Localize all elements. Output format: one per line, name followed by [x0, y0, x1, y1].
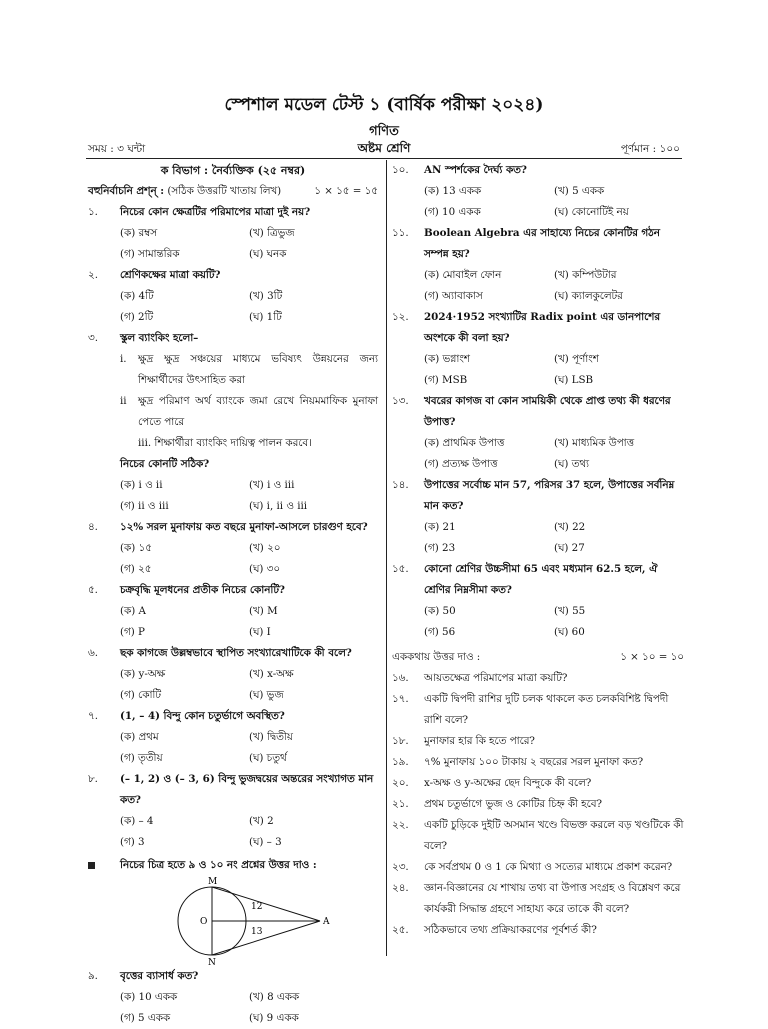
question-item — [392, 752, 684, 773]
question-number: ৫. — [88, 584, 98, 596]
diagram-svg — [120, 876, 380, 966]
answer-option: (গ) ২৫ — [120, 563, 152, 575]
question-text: একটি চুড়িকে দুইটি অসমান খণ্ডে বিভক্ত করলে বড় খণ্ডটিকে কী বলে? — [424, 819, 684, 852]
option-grid — [392, 349, 684, 391]
question-number: ২২. — [392, 819, 409, 831]
answer-option: (ক) – 4 — [120, 815, 154, 827]
question-block — [392, 689, 684, 731]
exam-title: স্পেশাল মডেল টেস্ট ১ (বার্ষিক পরীক্ষা ২০২৪) — [224, 95, 544, 115]
question-item — [88, 580, 378, 601]
statement-text: ক্ষুদ্র পরিমাণ অর্থ ব্যাংকে জমা রেখে নিয়মমাফিক মুনাফা পেতে পারে — [138, 395, 378, 428]
statement-list — [88, 349, 378, 454]
option-grid — [392, 601, 684, 643]
option-grid — [88, 475, 378, 517]
answer-option: (ক) ভগ্নাংশ — [424, 353, 470, 365]
answer-option: (ক) A — [120, 605, 146, 617]
question-block — [392, 160, 684, 223]
question-text: জ্ঞান-বিজ্ঞানের যে শাখায় তথ্য বা উপাত্ত সংগ্রহ ও বিশ্লেষণ করে কার্যকরী সিদ্ধান্ত গ্রহণে সাহায্য করে তাকে কী বলে? — [424, 882, 681, 915]
answer-option: (ঘ) তথ্য — [554, 458, 590, 470]
question-text: ১২% সরল মুনাফায় কত বছরে মুনাফা-আসলে চারগুণ হবে? — [120, 521, 368, 533]
mcq-note: (সঠিক উত্তরটি খাতায় লিখ) — [164, 185, 282, 197]
question-number: ২০. — [392, 777, 409, 789]
square-bullet-icon — [88, 862, 95, 869]
question-block — [392, 857, 684, 878]
statement-item — [120, 391, 378, 433]
answer-option: (গ) কোটি — [120, 689, 161, 701]
question-text: মুনাফার হার কি হতে পারে? — [424, 735, 535, 747]
option-grid — [88, 223, 378, 265]
question-number: ১৩. — [392, 395, 409, 407]
answer-option: (খ) 8 একক — [249, 991, 300, 1003]
option-grid — [88, 286, 378, 328]
question-text: উপাত্তের সর্বোচ্চ মান 57, পরিসর 37 হলে, উপাত্তের সর্বনিম্ন মান কত? — [424, 479, 675, 512]
answer-option: (ঘ) I — [249, 626, 271, 638]
answer-option: (গ) সামান্তরিক — [120, 248, 180, 260]
answer-option: (ক) 21 — [424, 521, 456, 533]
question-item — [88, 328, 378, 349]
answer-option: (ঘ) 60 — [554, 626, 585, 638]
answer-option: (খ) 22 — [554, 521, 586, 533]
answer-option: (ক) ১৫ — [120, 542, 152, 554]
question-item — [392, 559, 684, 601]
question-block — [88, 328, 378, 517]
tangent-am — [212, 887, 320, 921]
answer-option: (ক) 4টি — [120, 290, 154, 302]
question-block — [88, 966, 378, 1029]
question-item — [392, 878, 684, 920]
question-number: ৬. — [88, 647, 98, 659]
answer-option: (খ) ২০ — [249, 542, 281, 554]
question-block — [392, 731, 684, 752]
answer-option: (গ) ii ও iii — [120, 500, 169, 512]
question-number: ২৪. — [392, 882, 409, 894]
answer-option: (গ) 3 — [120, 836, 145, 848]
question-item — [392, 160, 684, 181]
question-number: ৩. — [88, 332, 98, 344]
question-item — [392, 815, 684, 857]
question-item — [392, 475, 684, 517]
question-item — [88, 706, 378, 727]
question-item — [392, 689, 684, 731]
question-text: 2024·1952 সংখ্যাটির Radix point এর ডানপাশের অংশকে কী বলা হয়? — [424, 311, 661, 344]
question-block — [392, 475, 684, 559]
answer-option: (খ) x-অক্ষ — [249, 668, 294, 680]
label-n: N — [208, 958, 216, 966]
question-number: ২৫. — [392, 924, 409, 936]
question-number: ১৬. — [392, 672, 409, 684]
question-item — [392, 920, 684, 941]
answer-option: (খ) দ্বিতীয় — [249, 731, 293, 743]
tangent-an — [212, 921, 320, 955]
answer-option: (ক) 10 একক — [120, 991, 178, 1003]
answer-option: (ক) 13 একক — [424, 185, 482, 197]
answer-option: (ঘ) 27 — [554, 542, 585, 554]
answer-option: (গ) 2টি — [120, 311, 154, 323]
answer-option: (খ) মাধ্যমিক উপাত্ত — [554, 437, 635, 449]
question-text: একটি দ্বিপদী রাশির দুটি চলক থাকলে কত চলকবিশিষ্ট দ্বিপদী রাশি বলে? — [424, 693, 669, 726]
answer-option: (খ) পূর্ণাংশ — [554, 353, 599, 365]
question-prompt — [88, 454, 378, 475]
answer-option: (খ) 55 — [554, 605, 586, 617]
answer-option: (খ) কম্পিউটার — [554, 269, 617, 281]
answer-option: (ঘ) ঘনক — [249, 248, 287, 260]
answer-option: (গ) P — [120, 626, 145, 638]
question-text: নিচের কোন ক্ষেত্রটির পরিমাপের মাত্রা দুই নয়? — [120, 206, 311, 218]
answer-option: (ঘ) ভুজ — [249, 689, 284, 701]
answer-option: (গ) 56 — [424, 626, 456, 638]
answer-option: (গ) 10 একক — [424, 206, 481, 218]
option-grid — [88, 987, 378, 1029]
statement-text: iii. শিক্ষার্থীরা ব্যাংকিং দায়িত্ব পালন করবে। — [138, 437, 312, 449]
question-block — [392, 223, 684, 307]
question-block — [88, 265, 378, 328]
answer-option: (ঘ) ক্যালকুলেটর — [554, 290, 623, 302]
mcq-title: বহুনির্বাচনি প্রশ্ন্ : — [88, 185, 165, 197]
question-text: চক্রবৃদ্ধি মূলধনের প্রতীক নিচের কোনটি? — [120, 584, 285, 596]
question-item — [88, 643, 378, 664]
answer-option: (গ) 23 — [424, 542, 456, 554]
question-text: AN স্পর্শকের দৈর্ঘ্য কত? — [424, 164, 527, 176]
answer-option: (ঘ) LSB — [554, 374, 594, 386]
header-rule — [86, 158, 682, 159]
option-grid — [392, 265, 684, 307]
mcq-marks: ১ × ১৫ = ১৫ — [314, 185, 378, 197]
question-block — [88, 202, 378, 265]
question-number: ৮. — [88, 773, 98, 785]
left-column — [88, 160, 378, 1029]
question-text: শ্রেণিকক্ষের মাত্রা কয়টি? — [120, 269, 221, 281]
answer-option: (ঘ) ৩০ — [249, 563, 281, 575]
answer-option: (গ) তৃতীয় — [120, 752, 163, 764]
answer-option: (ঘ) কোনোটিই নয় — [554, 206, 629, 218]
answer-option: (ঘ) 9 একক — [249, 1012, 299, 1024]
subject-label: গণিত — [369, 124, 399, 139]
question-text: বৃত্তের ব্যাসার্ধ কত? — [120, 970, 199, 982]
question-number: ১৯. — [392, 756, 409, 768]
prompt-text: নিচের কোনটি সঠিক? — [120, 458, 210, 470]
question-item — [392, 668, 684, 689]
question-block — [392, 773, 684, 794]
statement-item — [120, 349, 378, 391]
right-question-list — [392, 160, 684, 643]
label-13: 13 — [251, 927, 263, 937]
option-grid — [392, 181, 684, 223]
question-block — [392, 794, 684, 815]
left-question-list — [88, 202, 378, 853]
section-heading: ক বিভাগ : নৈর্ব্যক্তিক (২৫ নম্বর) — [160, 164, 306, 177]
question-block — [392, 559, 684, 643]
column-divider — [386, 160, 387, 956]
mcq-instruction — [88, 181, 378, 202]
answer-option: (ঘ) i, ii ও iii — [249, 500, 308, 512]
question-item — [392, 857, 684, 878]
label-a: A — [323, 917, 330, 927]
answer-option: (ঘ) 1টি — [249, 311, 282, 323]
question-number: ১৭. — [392, 693, 409, 705]
question-block — [88, 769, 378, 853]
answer-option: (খ) 3টি — [249, 290, 283, 302]
question-text: সঠিকভাবে তথ্য প্রক্রিয়াকরণের পূর্বশর্ত কী? — [424, 924, 597, 936]
question-item — [88, 517, 378, 538]
question-text: x-অক্ষ ও y-অক্ষের ছেদ বিন্দুকে কী বলে? — [424, 777, 592, 789]
question-block — [88, 580, 378, 643]
time-label: সময় : ৩ ঘন্টা — [88, 143, 146, 155]
question-block — [392, 752, 684, 773]
answer-option: (খ) i ও iii — [249, 479, 295, 491]
label-12: 12 — [251, 902, 263, 912]
option-grid — [88, 811, 378, 853]
answer-option: (ক) i ও ii — [120, 479, 163, 491]
question-number: ২১. — [392, 798, 409, 810]
question-text: ৭% মুনাফায় ১০০ টাকায় ২ বছরের সরল মুনাফা কত? — [424, 756, 644, 768]
answer-option: (খ) ত্রিভুজ — [249, 227, 295, 239]
question-item — [392, 794, 684, 815]
question-text: Boolean Algebra এর সাহায্যে নিচের কোনটির গঠন সম্পন্ন হয়? — [424, 227, 660, 260]
option-grid — [392, 517, 684, 559]
option-grid — [88, 727, 378, 769]
question-item — [88, 966, 378, 987]
answer-option: (খ) 2 — [249, 815, 274, 827]
question-block — [88, 517, 378, 580]
short-marks: ১ × ১০ = ১০ — [620, 651, 684, 663]
question-item — [392, 391, 684, 433]
question-item — [392, 307, 684, 349]
circle-tangent-diagram — [88, 876, 378, 966]
short-title: এককথায় উত্তর দাও : — [392, 651, 481, 663]
question-number: ২. — [88, 269, 98, 281]
option-grid — [392, 433, 684, 475]
question-text: কে সর্বপ্রথম 0 ও 1 কে মিথ্যা ও সত্যের মাধ্যমে প্রকাশ করেন? — [424, 861, 673, 873]
question-text: প্রথম চতুর্ভাগে ভুজ ও কোটির চিহ্ন কী হবে? — [424, 798, 602, 810]
figure-intro-text: নিচের চিত্র হতে ৯ ও ১০ নং প্রশ্নের উত্তর দাও : — [120, 859, 317, 871]
answer-option: (গ) অ্যাবাকাস — [424, 290, 483, 302]
question-block — [88, 706, 378, 769]
option-grid — [88, 538, 378, 580]
question-text: খবরের কাগজ বা কোন সাময়িকী থেকে প্রাপ্ত তথ্য কী ধরণের উপাত্ত? — [424, 395, 671, 428]
answer-option: (ক) প্রথম — [120, 731, 159, 743]
question-item — [88, 769, 378, 811]
question-number: ১৪. — [392, 479, 409, 491]
question-item — [88, 265, 378, 286]
answer-option: (ক) প্রাথমিক উপাত্ত — [424, 437, 505, 449]
answer-option: (ক) মোবাইল ফোন — [424, 269, 502, 281]
question-item — [88, 202, 378, 223]
short-question-list — [392, 668, 684, 941]
answer-option: (গ) প্রত্যক্ষ উপাত্ত — [424, 458, 498, 470]
figure-intro — [88, 855, 378, 876]
statement-item — [120, 433, 378, 454]
answer-option: (ক) 50 — [424, 605, 456, 617]
right-column — [392, 160, 684, 941]
statement-numeral: i. — [120, 353, 127, 365]
answer-option: (ঘ) চতুর্থ — [249, 752, 287, 764]
question-text: ছক কাগজে উল্লম্বভাবে স্থাপিত সংখ্যারেখাটিকে কী বলে? — [120, 647, 352, 659]
question-text: (1, – 4) বিন্দু কোন চতুর্ভাগে অবস্থিত? — [120, 710, 285, 722]
question-number: ১. — [88, 206, 98, 218]
question-block — [392, 878, 684, 920]
short-instruction — [392, 647, 684, 668]
statement-numeral: ii — [120, 395, 127, 407]
question-item — [392, 223, 684, 265]
answer-option: (গ) MSB — [424, 374, 468, 386]
class-label: অষ্টম শ্রেণি — [357, 141, 411, 155]
question-number: ১৮. — [392, 735, 409, 747]
answer-option: (ঘ) – 3 — [249, 836, 282, 848]
question-block — [392, 815, 684, 857]
question-number: ১১. — [392, 227, 409, 239]
question-text: স্কুল ব্যাংকিং হলো– — [120, 332, 199, 344]
full-marks-label: পূর্ণমান : ১০০ — [620, 143, 680, 155]
question-block — [88, 643, 378, 706]
question-number: ৯. — [88, 970, 98, 982]
question-item — [392, 773, 684, 794]
option-grid — [88, 601, 378, 643]
answer-option: (ক) y-অক্ষ — [120, 668, 166, 680]
question-number: ৭. — [88, 710, 98, 722]
answer-option: (ক) রম্বস — [120, 227, 158, 239]
question-number: ১২. — [392, 311, 409, 323]
question-block — [392, 668, 684, 689]
question-block — [392, 920, 684, 941]
option-grid — [88, 664, 378, 706]
answer-option: (গ) 5 একক — [120, 1012, 171, 1024]
question-9 — [88, 966, 378, 1029]
label-m: M — [208, 877, 218, 887]
question-text: (– 1, 2) ও (– 3, 6) বিন্দু ভুজদ্বয়ের অন্তরের সংখ্যাগত মান কত? — [120, 773, 374, 806]
question-block — [392, 307, 684, 391]
answer-option: (খ) 5 একক — [554, 185, 605, 197]
question-block — [392, 391, 684, 475]
question-text: কোনো শ্রেণির উচ্চসীমা 65 এবং মধ্যমান 62.5 হলে, ঐ শ্রেণির নিম্নসীমা কত? — [424, 563, 658, 596]
question-number: ২৩. — [392, 861, 409, 873]
question-item — [392, 731, 684, 752]
question-number: ৪. — [88, 521, 98, 533]
question-number: ১৫. — [392, 563, 409, 575]
question-number: ১০. — [392, 164, 409, 176]
answer-option: (খ) M — [249, 605, 278, 617]
label-o: O — [200, 917, 208, 927]
statement-text: ক্ষুদ্র ক্ষুদ্র সঞ্চয়ের মাধ্যমে ভবিষ্যৎ উন্নয়নের জন্য শিক্ষার্থীদের উৎসাহিত করা — [138, 353, 378, 386]
question-text: আয়তক্ষেত্র পরিমাপের মাত্রা কয়টি? — [424, 672, 568, 684]
